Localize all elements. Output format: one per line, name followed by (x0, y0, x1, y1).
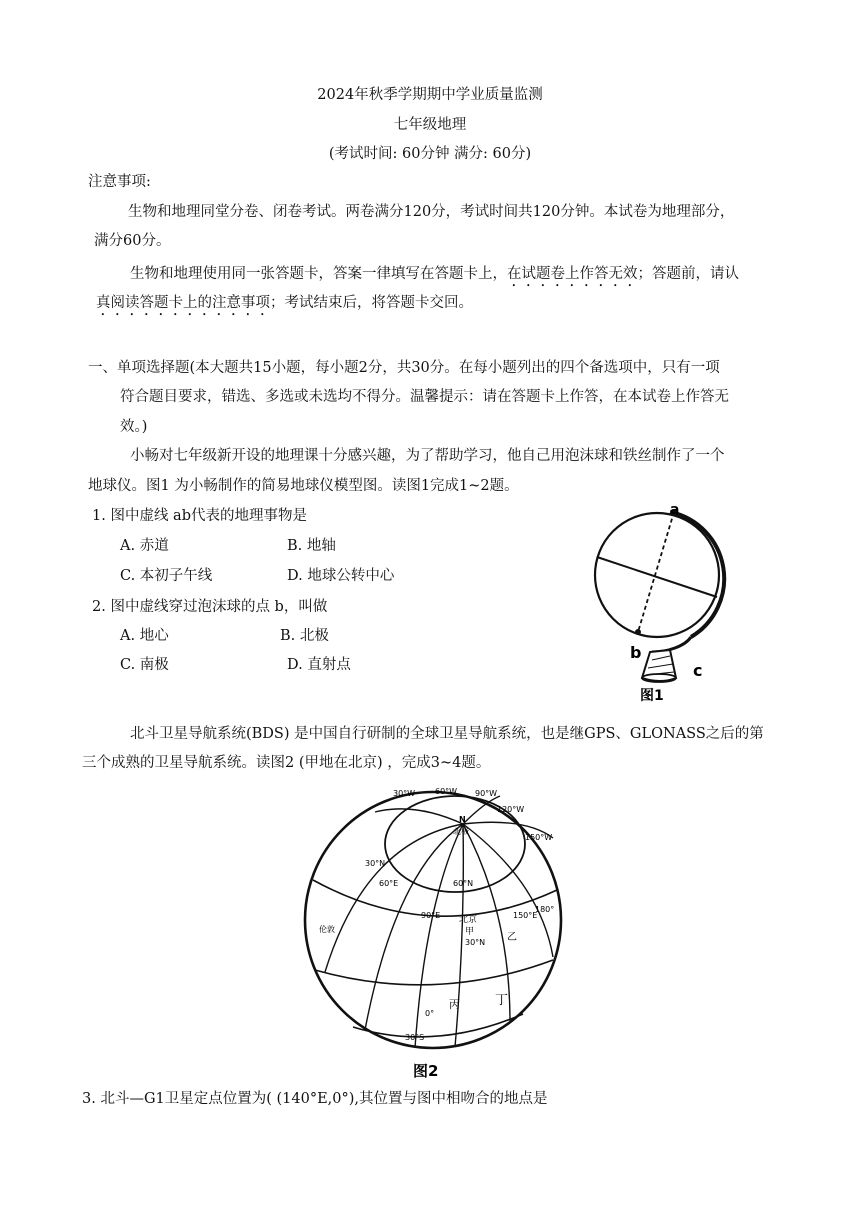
intro1-line2: 地球仪。图1 为小畅制作的简易地球仪模型图。读图1完成1~2题。 (88, 478, 519, 494)
label-90e: 90°E (421, 911, 441, 920)
label-equator: 0° (425, 1009, 435, 1018)
q2-option-a: A. 地心 (120, 628, 169, 644)
label-180: 180° (535, 905, 555, 914)
notice-p2-text-b: ；答题前，请认 (637, 266, 739, 282)
meridian-7 (375, 809, 463, 824)
q1-option-a: A. 赤道 (120, 538, 169, 554)
label-150e: 150°E (513, 911, 538, 920)
notice-p2-emphasis-2: 真阅读答题卡上的注意事项 (96, 295, 270, 311)
label-120w: 120°W (497, 805, 525, 814)
intro2-line1: 北斗卫星导航系统(BDS) 是中国自行研制的全球卫星导航系统，也是继GPS、GLONASS之后的第 (130, 726, 764, 742)
intro2-line2: 三个成熟的卫星导航系统。读图2 (甲地在北京) ，完成3~4题。 (82, 755, 491, 771)
notice-p2-line2 (96, 293, 473, 319)
label-pole-n: N (459, 815, 466, 824)
label-90w: 90°W (475, 789, 498, 798)
section1-line3: 效。) (120, 419, 148, 435)
q3-stem: 3. 北斗—G1卫星定点位置为( (140°E,0°),其位置与图中相吻合的地点是 (82, 1091, 548, 1107)
label-left-place: 伦敦 (319, 925, 335, 934)
q1-option-b: B. 地轴 (287, 538, 336, 554)
q2-option-c: C. 南极 (120, 657, 169, 673)
q1-option-d: D. 地球公转中心 (287, 568, 395, 584)
label-bing: 丙 (449, 998, 460, 1011)
q1-option-c: C. 本初子午线 (120, 568, 213, 584)
globe-base (642, 650, 676, 681)
label-30n-right: 30°N (465, 938, 486, 947)
globe-equator-line (597, 557, 717, 597)
label-a: a (670, 502, 680, 518)
q2-option-b: B. 北极 (280, 628, 329, 644)
exam-info: (考试时间: 60分钟 满分: 60分) (328, 146, 532, 162)
subject-title: 七年级地理 (393, 117, 467, 133)
label-c: c (693, 661, 703, 680)
exam-title: 2024年秋季学期期中学业质量监测 (317, 87, 543, 103)
section1-line2: 符合题目要求，错选、多选或未选均不得分。温馨提示：请在答题卡上作答，在本试卷上作答无 (120, 389, 729, 405)
meridian-3 (415, 824, 463, 1048)
figure1-caption: 图1 (640, 688, 664, 704)
label-30n-left: 30°N (365, 859, 386, 868)
label-yi: 乙 (507, 932, 517, 943)
notice-p2-text-c: ；考试结束后，将答题卡交回。 (270, 295, 473, 311)
section1-line1: 一、单项选择题(本大题共15小题，每小题2分，共30分。在每小题列出的四个备选项中，只有一项 (88, 360, 720, 376)
label-60w: 60°W (435, 787, 458, 796)
label-b: b (630, 643, 642, 662)
notice-p2-line1 (130, 264, 739, 290)
notice-p1-line2: 满分60分。 (94, 233, 171, 249)
point-b (635, 629, 641, 635)
latitude-30s (353, 1014, 523, 1037)
notice-p2-text-a: 生物和地理使用同一张答题卡，答案一律填写在答题卡上， (130, 266, 507, 282)
label-ding: 丁 (495, 993, 509, 1008)
latitude-equator (315, 960, 553, 985)
meridian-4 (455, 824, 463, 1047)
notice-heading: 注意事项: (88, 174, 151, 190)
label-beijing: 北京 (459, 915, 478, 925)
label-150w: 150°W (525, 833, 553, 842)
label-60e: 60°E (379, 879, 399, 888)
globe-sphere (595, 513, 719, 637)
notice-p1-line1: 生物和地理同堂分卷、闭卷考试。两卷满分120分，考试时间共120分钟。本试卷为地理部分， (128, 204, 735, 220)
label-60n: 60°N (453, 879, 474, 888)
intro1-line1: 小畅对七年级新开设的地理课十分感兴趣，为了帮助学习，他自己用泡沫球和铁丝制作了一个 (130, 448, 725, 464)
figure2-caption: 图2 (413, 1062, 439, 1080)
meridian-1 (325, 824, 463, 972)
figure1-globe-diagram (590, 500, 730, 705)
notice-p2-emphasis-1: 在试题卷上作答无效 (507, 266, 638, 282)
label-30s: 30°S (405, 1033, 425, 1042)
label-pole: 北极 (453, 827, 469, 836)
figure2-graticule-globe (295, 782, 575, 1082)
q2-option-d: D. 直射点 (287, 657, 351, 673)
label-30w: 30°W (393, 789, 416, 798)
globe-meridian-ring (670, 512, 724, 637)
q2-stem: 2. 图中虚线穿过泡沫球的点 b，叫做 (92, 599, 328, 615)
q1-stem: 1. 图中虚线 ab代表的地理事物是 (92, 508, 307, 524)
label-jia: 甲 (465, 927, 475, 937)
globe-support-arm (652, 637, 691, 652)
